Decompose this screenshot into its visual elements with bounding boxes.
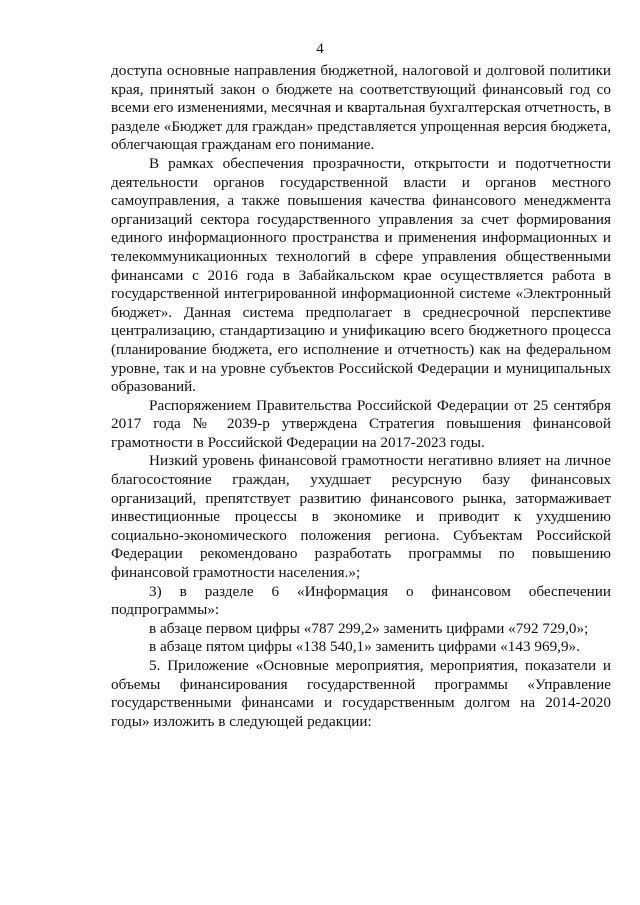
paragraph-electronic-budget: В рамках обеспечения прозрачности, открытости и подотчетности деятельности органов государственной власти и органов местного самоуправления, а также повышения качества финансового менеджмента организаций сектора государственного управления за счет формирования единого информационного пространства и применения информационных и телекоммуникационных технологий в сфере управления общественными финансами с 2016 года в Забайкальском крае осуществляется работа в государственной интегрированной информационной системе «Электронный бюджет». Данная система предполагает в среднесрочной перспективе централизацию, стандартизацию и унификацию всего бюджетного процесса (планирование бюджета, его исполнение и отчетность) как на федеральном уровне, так и на уровне субъектов Российской Федерации и муниципальных образований. — [111, 154, 611, 396]
page-number: 4 — [316, 41, 324, 57]
paragraph-appendix: 5. Приложение «Основные мероприятия, мероприятия, показатели и объемы финансирования государственной программы «Управление государственными финансами и государственным долгом на 2014-2020 годы» изложить в следующей редакции: — [111, 657, 611, 730]
document-body — [111, 62, 611, 731]
paragraph-first-amount: в абзаце первом цифры «787 299,2» заменить цифрами «792 729,0»; — [149, 619, 589, 637]
paragraph-fifth-amount: в абзаце пятом цифры «138 540,1» заменить цифрами «143 969,9». — [149, 638, 580, 656]
paragraph-budget-openness: доступа основные направления бюджетной, налоговой и долговой политики края, принятый закон о бюджете на соответствующий финансовый год со всеми его изменениями, месячная и квартальная бухгалтерская отчетность, в разделе «Бюджет для граждан» представляется упрощенная версия бюджета, облегчающая гражданам его понимание. — [111, 62, 611, 154]
paragraph-strategy-decree: Распоряжением Правительства Российской Федерации от 25 сентября 2017 года № 2039-р утверждена Стратегия повышения финансовой грамотности в Российской Федерации на 2017-2023 годы. — [111, 396, 611, 451]
paragraph-section-6: 3) в разделе 6 «Информация о финансовом обеспечении подпрограммы»: — [111, 582, 611, 619]
paragraph-financial-literacy: Низкий уровень финансовой грамотности негативно влияет на личное благосостояние граждан, ухудшает ресурсную базу финансовых организаций, препятствует развитию финансового рынка, затормаживает инвестиционные процессы в экономике и приводит к ухудшению социально-экономического положения региона. Субъектам Российской Федерации рекомендовано разработать программы по повышению финансовой грамотности населения.»; — [111, 452, 611, 582]
